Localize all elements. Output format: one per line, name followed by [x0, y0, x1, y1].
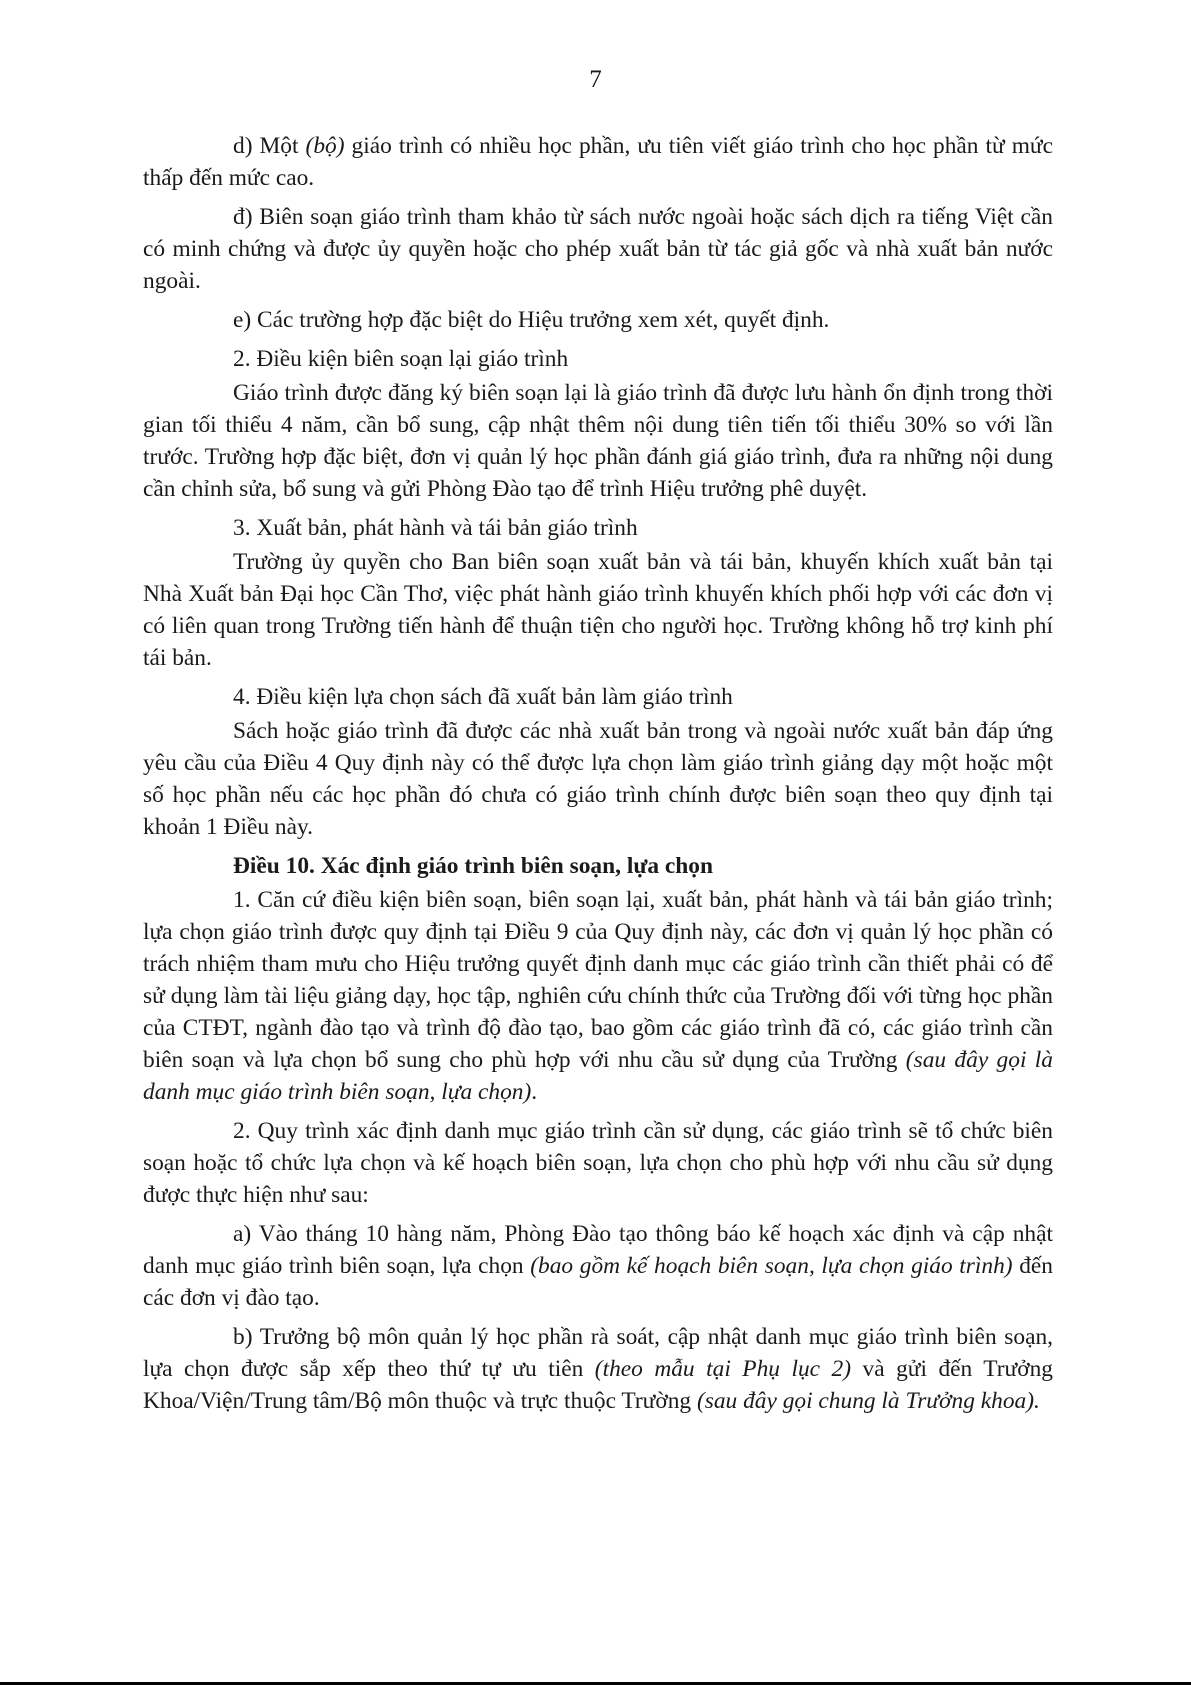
section-3-heading: 3. Xuất bản, phát hành và tái bản giáo trình [233, 515, 638, 541]
section-3-body: Trường ủy quyền cho Ban biên soạn xuất bản và tái bản, khuyến khích xuất bản tại Nhà Xuất bản Đại học Cần Thơ, việc phát hành giáo trình khuyến khích phối hợp với các đơn vị có liên quan trong Trường tiến hành để thuận tiện cho người học. Trường không hỗ trợ kinh phí tái bản. [143, 549, 1053, 671]
document-body [143, 130, 1053, 1424]
paragraph-dd: đ) Biên soạn giáo trình tham khảo từ sách nước ngoài hoặc sách dịch ra tiếng Việt cần có minh chứng và được ủy quyền hoặc cho phép xuất bản từ tác giả gốc và nhà xuất bản nước ngoài. [143, 204, 1053, 294]
section-4-heading: 4. Điều kiện lựa chọn sách đã xuất bản làm giáo trình [233, 684, 733, 710]
article-10-heading: Điều 10. Xác định giáo trình biên soạn, lựa chọn [233, 853, 713, 879]
page-number: 7 [589, 66, 602, 93]
paragraph-d: d) Một (bộ) giáo trình có nhiều học phần, ưu tiên viết giáo trình cho học phần từ mức thấp đến mức cao. [143, 133, 1053, 191]
article-10-clause-1: 1. Căn cứ điều kiện biên soạn, biên soạn lại, xuất bản, phát hành và tái bản giáo trình; lựa chọn giáo trình được quy định tại Điều 9 của Quy định này, các đơn vị quản lý học phần có trách nhiệm tham mưu cho Hiệu trưởng quyết định danh mục các giáo trình cần thiết phải có để sử dụng làm tài liệu giảng dạy, học tập, nghiên cứu chính thức của Trường đối với từng học phần của CTĐT, ngành đào tạo và trình độ đào tạo, bao gồm các giáo trình đã có, các giáo trình cần biên soạn và lựa chọn bổ sung cho phù hợp với nhu cầu sử dụng của Trường (sau đây gọi là danh mục giáo trình biên soạn, lựa chọn). [143, 887, 1053, 1105]
paragraph-e: e) Các trường hợp đặc biệt do Hiệu trưởng xem xét, quyết định. [233, 307, 830, 333]
article-10-point-b: b) Trưởng bộ môn quản lý học phần rà soát, cập nhật danh mục giáo trình biên soạn, lựa chọn được sắp xếp theo thứ tự ưu tiên (theo mẫu tại Phụ lục 2) và gửi đến Trưởng Khoa/Viện/Trung tâm/Bộ môn thuộc và trực thuộc Trường (sau đây gọi chung là Trưởng khoa). [143, 1324, 1053, 1414]
section-2-body: Giáo trình được đăng ký biên soạn lại là giáo trình đã được lưu hành ổn định trong thời gian tối thiểu 4 năm, cần bổ sung, cập nhật thêm nội dung tiên tiến tối thiểu 30% so với lần trước. Trường hợp đặc biệt, đơn vị quản lý học phần đánh giá giáo trình, đưa ra những nội dung cần chỉnh sửa, bổ sung và gửi Phòng Đào tạo để trình Hiệu trưởng phê duyệt. [143, 380, 1053, 502]
section-4-body: Sách hoặc giáo trình đã được các nhà xuất bản trong và ngoài nước xuất bản đáp ứng yêu cầu của Điều 4 Quy định này có thể được lựa chọn làm giáo trình giảng dạy một hoặc một số học phần nếu các học phần đó chưa có giáo trình chính được biên soạn theo quy định tại khoản 1 Điều này. [143, 718, 1053, 840]
article-10-point-a: a) Vào tháng 10 hàng năm, Phòng Đào tạo thông báo kế hoạch xác định và cập nhật danh mục giáo trình biên soạn, lựa chọn (bao gồm kế hoạch biên soạn, lựa chọn giáo trình) đến các đơn vị đào tạo. [143, 1221, 1053, 1311]
section-2-heading: 2. Điều kiện biên soạn lại giáo trình [233, 346, 569, 372]
article-10-clause-2: 2. Quy trình xác định danh mục giáo trình cần sử dụng, các giáo trình sẽ tổ chức biên soạn hoặc tổ chức lựa chọn và kế hoạch biên soạn, lựa chọn cho phù hợp với nhu cầu sử dụng được thực hiện như sau: [143, 1118, 1053, 1208]
